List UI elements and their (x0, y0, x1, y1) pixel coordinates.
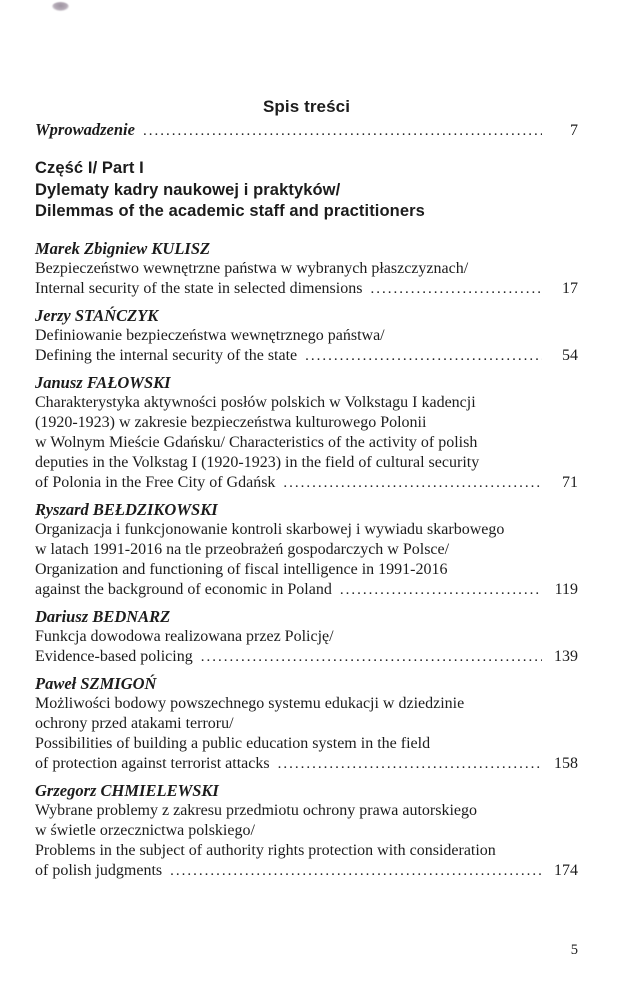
entry-author: Ryszard BEŁDZIKOWSKI (35, 499, 218, 519)
entry-title-line: w Wolnym Mieście Gdańsku/ Characteristics of the activity of polish (35, 433, 478, 451)
dot-leader (143, 121, 542, 141)
toc-entry (35, 306, 578, 366)
entry-author: Marek Zbigniew KULISZ (35, 238, 211, 258)
entry-page-number: 158 (554, 754, 578, 772)
entry-page-number: 119 (554, 580, 578, 598)
entry-title-line: Problems in the subject of authority rights protection with consideration (35, 841, 496, 859)
entry-title-line: (1920-1923) w zakresie bezpieczeństwa kulturowego Polonii (35, 413, 427, 431)
entry-title-last-line: of protection against terrorist attacks (35, 754, 270, 772)
dot-leader (283, 473, 542, 493)
dot-leader (305, 346, 542, 366)
entry-title-last-line: Evidence-based policing (35, 647, 193, 665)
entry-title-line: Organizacja i funkcjonowanie kontroli skarbowej i wywiadu skarbowego (35, 520, 505, 538)
entry-title-line: Bezpieczeństwo wewnętrzne państwa w wybranych płaszczyznach/ (35, 259, 469, 277)
entry-title-line: Charakterystyka aktywności posłów polskich w Volkstagu I kadencji (35, 393, 476, 411)
introduction-label: Wprowadzenie (35, 120, 135, 139)
entry-title-line: Possibilities of building a public education system in the field (35, 734, 431, 752)
entry-title-last-line: Defining the internal security of the state (35, 346, 298, 364)
part-header (35, 158, 578, 223)
entry-page-number: 139 (554, 647, 578, 665)
scan-artifact-smudge (52, 2, 69, 11)
toc-entries (35, 239, 578, 881)
entry-title-line: w latach 1991-2016 na tle przeobrażeń gospodarczych w Polsce/ (35, 540, 450, 558)
toc-entry (35, 500, 578, 600)
entry-last-line (35, 754, 578, 774)
toc-entry (35, 607, 578, 667)
entry-title-last-line: Internal security of the state in selected dimensions (35, 279, 363, 297)
entry-title-line: w świetle orzecznictwa polskiego/ (35, 821, 255, 839)
toc-entry (35, 239, 578, 299)
entry-last-line (35, 580, 578, 600)
toc-entry (35, 781, 578, 881)
entry-title-line: Funkcja dowodowa realizowana przez Policję/ (35, 627, 334, 645)
entry-title-line: ochrony przed atakami terroru/ (35, 714, 234, 732)
dot-leader (370, 279, 542, 299)
entry-last-line (35, 346, 578, 366)
entry-page-number: 71 (562, 473, 578, 491)
toc-entry (35, 674, 578, 774)
dot-leader (278, 754, 542, 774)
entry-author: Paweł SZMIGOŃ (35, 673, 157, 693)
part-label: Część I/ Part I (35, 159, 144, 177)
entry-title-line: deputies in the Volkstag I (1920-1923) in the field of cultural security (35, 453, 480, 471)
entry-page-number: 174 (554, 861, 578, 879)
entry-last-line (35, 647, 578, 667)
entry-title-line: Organization and functioning of fiscal intelligence in 1991-2016 (35, 560, 448, 578)
entry-last-line (35, 473, 578, 493)
entry-last-line (35, 279, 578, 299)
part-title-english: Dilemmas of the academic staff and practitioners (35, 202, 425, 220)
page-title: Spis treści (262, 97, 351, 116)
dot-leader (340, 580, 542, 600)
entry-title-last-line: against the background of economic in Poland (35, 580, 332, 598)
entry-title-last-line: of Polonia in the Free City of Gdańsk (35, 473, 276, 491)
entry-title-last-line: of polish judgments (35, 861, 163, 879)
entry-last-line (35, 861, 578, 881)
entry-title-line: Możliwości bodowy powszechnego systemu edukacji w dziedzinie (35, 694, 465, 712)
entry-page-number: 17 (562, 279, 578, 297)
toc-entry (35, 373, 578, 493)
dot-leader (201, 647, 542, 667)
introduction-page-number: 7 (570, 122, 578, 139)
entry-author: Janusz FAŁOWSKI (35, 372, 171, 392)
folio-page-number: 5 (570, 942, 578, 958)
entry-author: Jerzy STAŃCZYK (35, 305, 159, 325)
entry-author: Grzegorz CHMIELEWSKI (35, 780, 219, 800)
entry-title-line: Definiowanie bezpieczeństwa wewnętrznego państwa/ (35, 326, 385, 344)
dot-leader (170, 861, 542, 881)
part-title-polish: Dylematy kadry naukowej i praktyków/ (35, 180, 341, 199)
toc-content (35, 98, 578, 881)
entry-page-number: 54 (562, 346, 578, 364)
entry-title-line: Wybrane problemy z zakresu przedmiotu ochrony prawa autorskiego (35, 801, 477, 819)
entry-author: Dariusz BEDNARZ (35, 606, 171, 626)
toc-entry-introduction (35, 120, 578, 141)
